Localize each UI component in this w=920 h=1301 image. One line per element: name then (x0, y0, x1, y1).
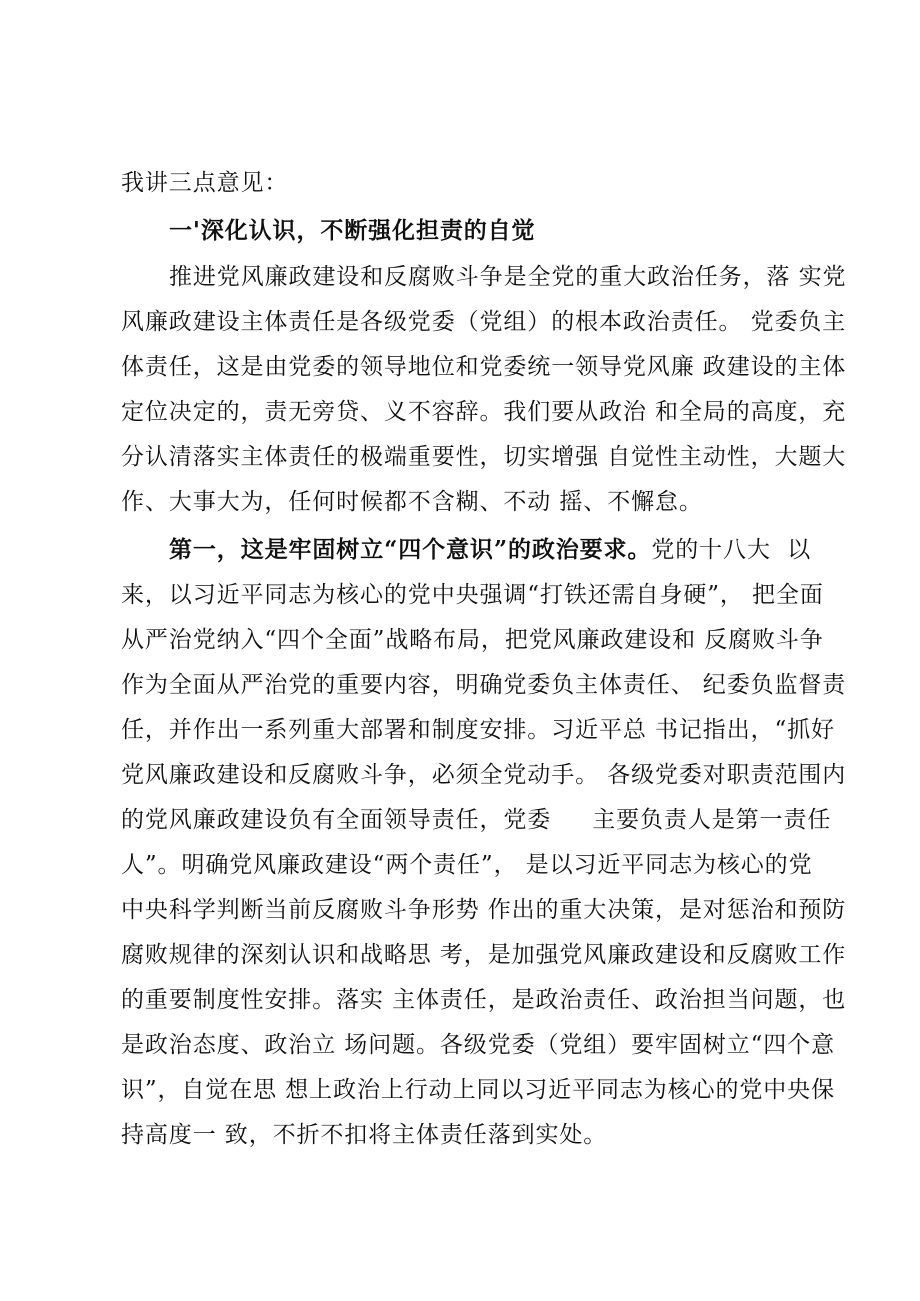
para2-line-5: 任，并作出一系列重大部署和制度安排。习近平总 书记指出，“抓好 (121, 717, 835, 743)
para2-line-12: 是政治态度、政治立 场问题。各级党委（党组）要牢固树立“四个意 (121, 1032, 835, 1058)
para2-line-14: 持高度一 致，不折不扣将主体责任落到实处。 (121, 1122, 608, 1148)
para1-line-2: 风廉政建设主体责任是各级党委（党组）的根本政治责任。 党委负主 (121, 309, 847, 335)
para2-line-2: 来，以习近平同志为核心的党中央强调“打铁还需自身硬”， 把全面 (121, 582, 824, 608)
intro-line: 我讲三点意见： (121, 170, 289, 196)
para1-line-3: 体责任，这是由党委的领导地位和党委统一领导党风廉 政建设的主体 (121, 354, 847, 380)
para2-line-8: 人”。明确党风廉政建设“两个责任”， 是以习近平同志为核心的党 (121, 852, 813, 878)
para2-lead-rest: 党的十八大 以 (651, 537, 812, 563)
para2-line-10: 腐败规律的深刻认识和战略思 考，是加强党风廉政建设和反腐败工作 (121, 942, 847, 968)
para1-line-4: 定位决定的，责无旁贷、义不容辞。我们要从政治 和全局的高度，充 (121, 399, 847, 425)
para2-line-4: 作为全面从严治党的重要内容，明确党委负主体责任、 纪委负监督责 (121, 672, 847, 698)
para1-line-5: 分认清落实主体责任的极端重要性，切实增强 自觉性主动性，大题大 (121, 444, 847, 470)
para2-line-6: 党风廉政建设和反腐败斗争，必须全党动手。 各级党委对职责范围内 (121, 762, 847, 788)
para2-line-11: 的重要制度性安排。落实 主体责任，是政治责任、政治担当问题，也 (121, 987, 847, 1013)
para2-line-9: 中央科学判断当前反腐败斗争形势 作出的重大决策，是对惩治和预防 (121, 897, 847, 923)
para1-line-6: 作、大事大为，任何时候都不含糊、不动 摇、不懈怠。 (121, 489, 703, 515)
para2-line-1 (169, 530, 821, 570)
section-heading-1: 一'深化认识，不断强化担责的自觉 (169, 217, 536, 244)
para2-line-7: 的党风廉政建设负有全面领导责任，党委 主要负责人是第一责任 (121, 807, 832, 833)
para2-lead-bold: 第一，这是牢固树立“四个意识”的政治要求。 (169, 536, 652, 563)
para1-line-1: 推进党风廉政建设和反腐败斗争是全党的重大政治任务，落 实党 (169, 264, 847, 290)
para2-line-13: 识”，自觉在思 想上政治上行动上同以习近平同志为核心的党中央保 (121, 1077, 835, 1103)
para2-line-3: 从严治党纳入“四个全面”战略布局，把党风廉政建设和 反腐败斗争 (121, 627, 824, 653)
